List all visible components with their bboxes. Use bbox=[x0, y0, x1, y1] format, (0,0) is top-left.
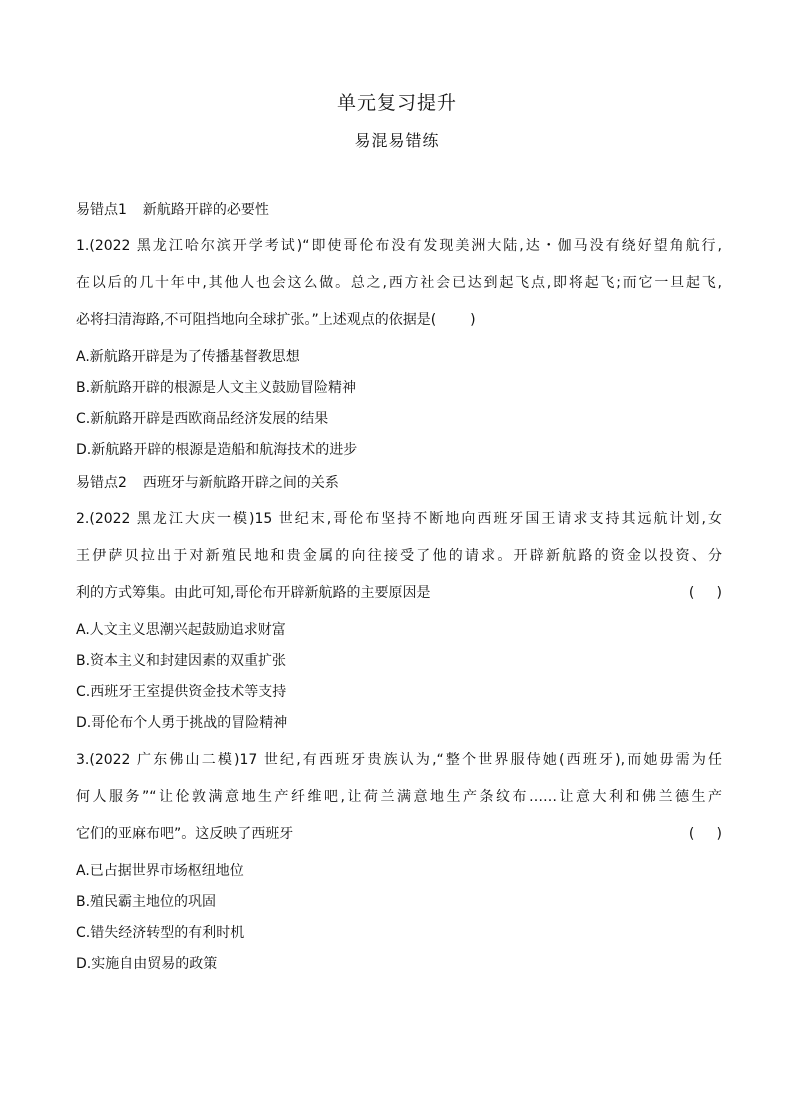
answer-paren: ( ) bbox=[688, 585, 722, 601]
section-title: 新航路开辟的必要性 bbox=[142, 202, 269, 218]
section-heading bbox=[76, 469, 722, 497]
question-line-text: 它们的亚麻布吧”。这反映了西班牙 bbox=[76, 826, 294, 842]
option-a: A.人文主义思潮兴起鼓励追求财富 bbox=[76, 622, 286, 638]
question-1 bbox=[76, 228, 722, 466]
option-c: C.西班牙王室提供资金技术等支持 bbox=[76, 684, 287, 700]
question-line: 何人服务”“让伦敦满意地生产纤维吧,让荷兰满意地生产条纹布……让意大利和佛兰德生产 bbox=[76, 789, 722, 805]
option-a: A.新航路开辟是为了传播基督教思想 bbox=[76, 349, 300, 365]
question-line bbox=[76, 816, 722, 853]
option-d: D.哥伦布个人勇于挑战的冒险精神 bbox=[76, 715, 288, 731]
page-title: 单元复习提升 bbox=[336, 92, 457, 114]
section-title: 西班牙与新航路开辟之间的关系 bbox=[142, 475, 339, 491]
page-subtitle: 易混易错练 bbox=[354, 131, 440, 150]
question-line-text: 必将扫清海路,不可阻挡地向全球扩张。”上述观点的依据是( bbox=[76, 312, 437, 328]
question-line: 在以后的几十年中,其他人也会这么做。总之,西方社会已达到起飞点,即将起飞;而它一旦起飞, bbox=[76, 275, 722, 291]
answer-paren-close: ) bbox=[470, 312, 476, 328]
question-line: 王伊萨贝拉出于对新殖民地和贵金属的向往接受了他的请求。开辟新航路的资金以投资、分 bbox=[76, 548, 722, 564]
question-2 bbox=[76, 501, 722, 739]
question-line: 1.(2022 黑龙江哈尔滨开学考试)“即使哥伦布没有发现美洲大陆,达・伽马没有绕好望角航行, bbox=[76, 238, 722, 254]
option-c: C.错失经济转型的有利时机 bbox=[76, 925, 245, 941]
document-content bbox=[76, 196, 722, 983]
options-list bbox=[76, 342, 722, 466]
question-line bbox=[76, 302, 722, 339]
section-label: 易错点2 bbox=[76, 475, 127, 491]
options-list bbox=[76, 615, 722, 739]
question-3 bbox=[76, 742, 722, 980]
option-b: B.殖民霸主地位的巩固 bbox=[76, 894, 217, 910]
question-line-text: 利的方式筹集。由此可知,哥伦布开辟新航路的主要原因是 bbox=[76, 585, 431, 601]
question-line bbox=[76, 575, 722, 612]
option-b: B.资本主义和封建因素的双重扩张 bbox=[76, 653, 287, 669]
answer-paren: ( ) bbox=[688, 826, 722, 842]
option-a: A.已占据世界市场枢纽地位 bbox=[76, 863, 244, 879]
question-line: 3.(2022 广东佛山二模)17 世纪,有西班牙贵族认为,“整个世界服侍她(西班牙),而她毋需为任 bbox=[76, 752, 722, 768]
question-line: 2.(2022 黑龙江大庆一模)15 世纪末,哥伦布坚持不断地向西班牙国王请求支持其远航计划,女 bbox=[76, 511, 722, 527]
option-c: C.新航路开辟是西欧商品经济发展的结果 bbox=[76, 411, 329, 427]
section-heading bbox=[76, 196, 722, 224]
option-b: B.新航路开辟的根源是人文主义鼓励冒险精神 bbox=[76, 380, 357, 396]
section-label: 易错点1 bbox=[76, 202, 127, 218]
option-d: D.实施自由贸易的政策 bbox=[76, 956, 218, 972]
option-d: D.新航路开辟的根源是造船和航海技术的进步 bbox=[76, 442, 358, 458]
options-list bbox=[76, 856, 722, 980]
